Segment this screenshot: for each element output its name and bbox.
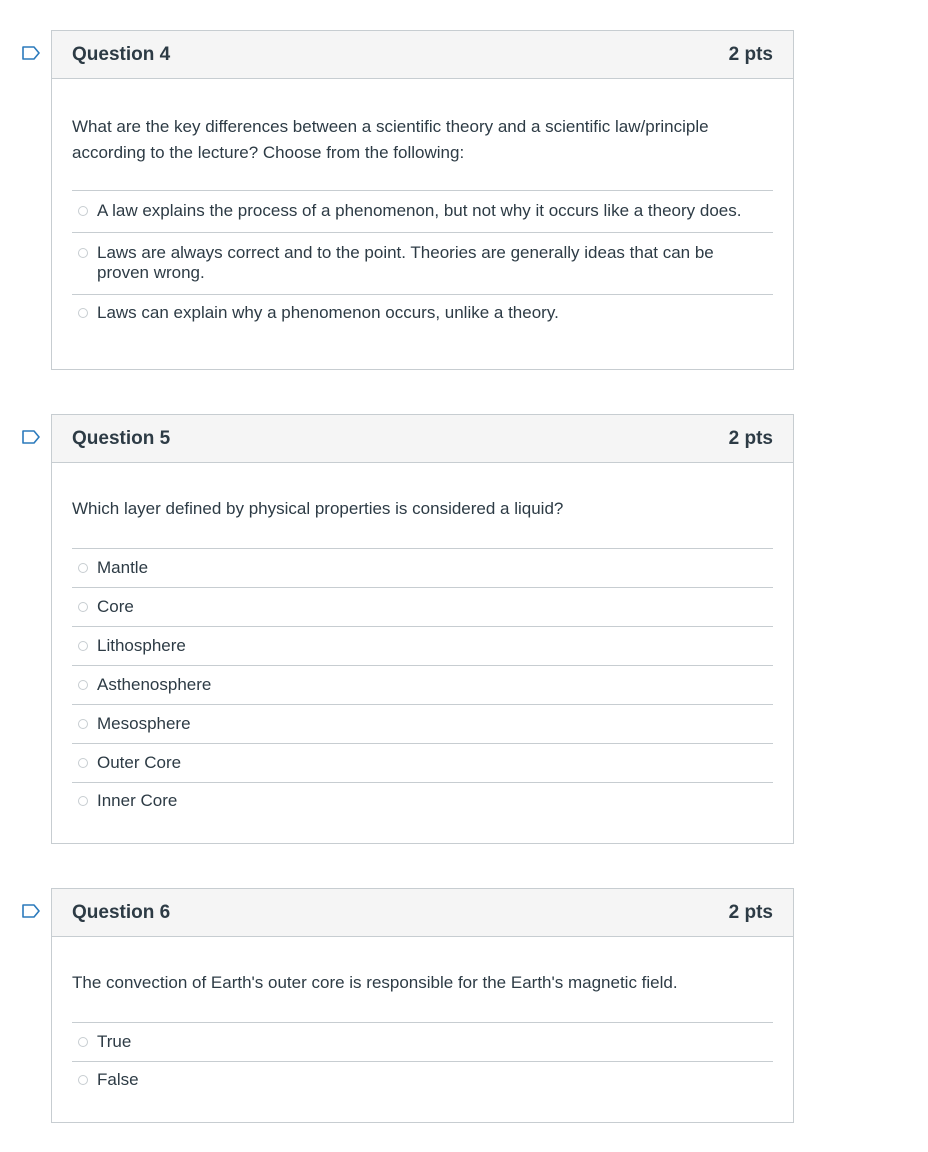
answer-label: Laws are always correct and to the point. Theories are generally ideas that can be proven wrong. [97, 243, 714, 282]
radio-empty-icon[interactable] [78, 206, 88, 216]
question-text: What are the key differences between a scientific theory and a scientific law/principle according to the lecture? Choose from the following: [72, 117, 709, 162]
question-body [52, 79, 793, 331]
question-title: Question 6 [72, 901, 171, 923]
question-header [52, 31, 793, 79]
answer-label: Inner Core [97, 791, 178, 810]
answer-option[interactable] [72, 1062, 773, 1098]
radio-empty-icon[interactable] [78, 641, 88, 651]
question-5 [51, 414, 794, 844]
question-text: Which layer defined by physical properties is considered a liquid? [72, 499, 564, 518]
answer-option[interactable] [72, 191, 773, 233]
question-points: 2 pts [728, 901, 773, 923]
radio-empty-icon[interactable] [78, 796, 88, 806]
answer-option[interactable] [72, 588, 773, 627]
answer-option[interactable] [72, 744, 773, 783]
answer-list [72, 190, 773, 331]
answer-label: Mantle [97, 558, 149, 577]
answer-label: A law explains the process of a phenomenon, but not why it occurs like a theory does. [97, 201, 742, 220]
radio-empty-icon[interactable] [78, 719, 88, 729]
radio-empty-icon[interactable] [78, 563, 88, 573]
question-title: Question 5 [72, 427, 171, 449]
radio-empty-icon[interactable] [78, 758, 88, 768]
question-4 [51, 30, 794, 370]
question-body [52, 463, 793, 819]
radio-empty-icon[interactable] [78, 1075, 88, 1085]
question-title: Question 4 [72, 43, 171, 65]
answer-option[interactable] [72, 295, 773, 331]
question-body [52, 937, 793, 1098]
answer-list [72, 548, 773, 819]
question-points: 2 pts [728, 427, 773, 449]
answer-option[interactable] [72, 783, 773, 819]
answer-label: True [97, 1032, 132, 1051]
flag-question-5-icon[interactable] [22, 430, 40, 444]
answer-label: Mesosphere [97, 714, 191, 733]
radio-empty-icon[interactable] [78, 1037, 88, 1047]
answer-option[interactable] [72, 1023, 773, 1062]
question-text: The convection of Earth's outer core is responsible for the Earth's magnetic field. [72, 973, 678, 992]
question-points: 2 pts [728, 43, 773, 65]
flag-question-4-icon[interactable] [22, 46, 40, 60]
radio-empty-icon[interactable] [78, 680, 88, 690]
question-header [52, 889, 793, 937]
question-header [52, 415, 793, 463]
question-6 [51, 888, 794, 1123]
answer-label: Core [97, 597, 134, 616]
radio-empty-icon[interactable] [78, 308, 88, 318]
flag-question-6-icon[interactable] [22, 904, 40, 918]
radio-empty-icon[interactable] [78, 248, 88, 258]
answer-label: Laws can explain why a phenomenon occurs, unlike a theory. [97, 303, 559, 322]
answer-option[interactable] [72, 705, 773, 744]
answer-option[interactable] [72, 233, 773, 295]
answer-option[interactable] [72, 666, 773, 705]
answer-option[interactable] [72, 627, 773, 666]
answer-label: Asthenosphere [97, 675, 212, 694]
answer-list [72, 1022, 773, 1098]
answer-label: False [97, 1070, 139, 1089]
radio-empty-icon[interactable] [78, 602, 88, 612]
answer-option[interactable] [72, 549, 773, 588]
answer-label: Outer Core [97, 753, 182, 772]
answer-label: Lithosphere [97, 636, 186, 655]
